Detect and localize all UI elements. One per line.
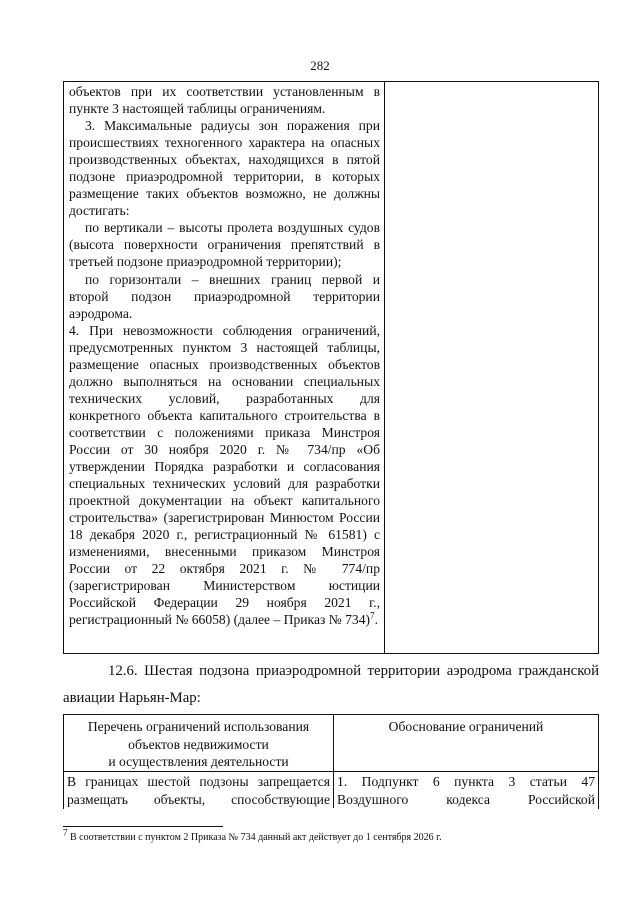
header-line: Перечень ограничений использования — [87, 719, 310, 734]
restrictions-column — [64, 82, 385, 653]
sixth-subzone-table — [63, 714, 599, 809]
footnote-text: В соответствии с пунктом 2 Приказа № 734 данный акт действует до 1 сентября 2026 г. — [70, 832, 442, 843]
paragraph-item-4 — [69, 322, 380, 629]
paragraph-vertical: по вертикали – высоты пролета воздушных судов (высота поверхности ограничения препятствий в третьей подзоне приаэродромной территории); — [69, 220, 380, 270]
cell-line: В границах шестой подзоны запрещается — [67, 774, 330, 789]
footnote — [63, 827, 603, 843]
footnote-reference: 7 — [370, 610, 375, 621]
paragraph-horizontal: по горизонтали – внешних границ первой и второй подзон приаэродромной территории аэродрома. — [69, 271, 380, 321]
restrictions-table-continued — [63, 81, 599, 654]
footnote-mark: 7 — [63, 827, 68, 838]
cell-line: Воздушного кодекса Российской — [337, 791, 595, 807]
header-justification: Обоснование ограничений — [388, 719, 544, 734]
header-restrictions — [64, 715, 334, 771]
section-heading-line2: авиации Нарьян-Мар: — [63, 690, 201, 706]
row-justification-cell — [334, 772, 598, 808]
table-header-row — [64, 715, 598, 772]
cell-line: 1. Подпункт 6 пункта 3 статьи 47 — [337, 774, 595, 789]
row-restriction-cell — [64, 772, 334, 808]
paragraph-item-4-text: 4. При невозможности соблюдения ограничений, предусмотренных пунктом 3 настоящей таблицы, размещение опасных производственных объектов должно выполняться на основании специальных технических условий, разработанных для конкретного объекта капитального строительства в соответствии с положениями приказа Минстроя России от 30 ноября 2020 г. № 734/пр «Об утверждении Порядка разработки и согласования специальных технических условий для разработки проектной документации на объект капитального строительства» (зарегистрирован Минюстом России 18 декабря 2020 г., регистрационный № 61581) с изменениями, внесенными приказом Минстроя России от 22 октября 2021 г. № 774/пр (зарегистрирован Министерством юстиции Российской Федерации 29 ноября 2021 г., регистрационный № 66058) (далее – Приказ № 734) — [69, 322, 380, 628]
paragraph-continuation: объектов при их соответствии установленным в пункте 3 настоящей таблицы ограничениям. — [69, 84, 380, 117]
paragraph-item-3: 3. Максимальные радиусы зон поражения при происшествиях техногенного характера на опасных производственных объектах, находящихся в пятой подзоне приаэродромной территории, в которых размещение таких объектов возможно, не должны достигать: — [69, 118, 380, 219]
paragraph-item-4-end: . — [374, 612, 378, 628]
table-row — [64, 772, 598, 808]
header-line: объектов недвижимости — [128, 736, 269, 752]
justification-column — [385, 82, 598, 653]
section-heading-line1: 12.6. Шестая подзона приаэродромной территории аэродрома гражданской — [108, 663, 599, 679]
footnote-separator — [63, 826, 223, 827]
cell-line: размещать объекты, способствующие — [67, 791, 330, 807]
header-line: и осуществления деятельности — [108, 754, 289, 769]
page-number: 282 — [310, 58, 330, 73]
